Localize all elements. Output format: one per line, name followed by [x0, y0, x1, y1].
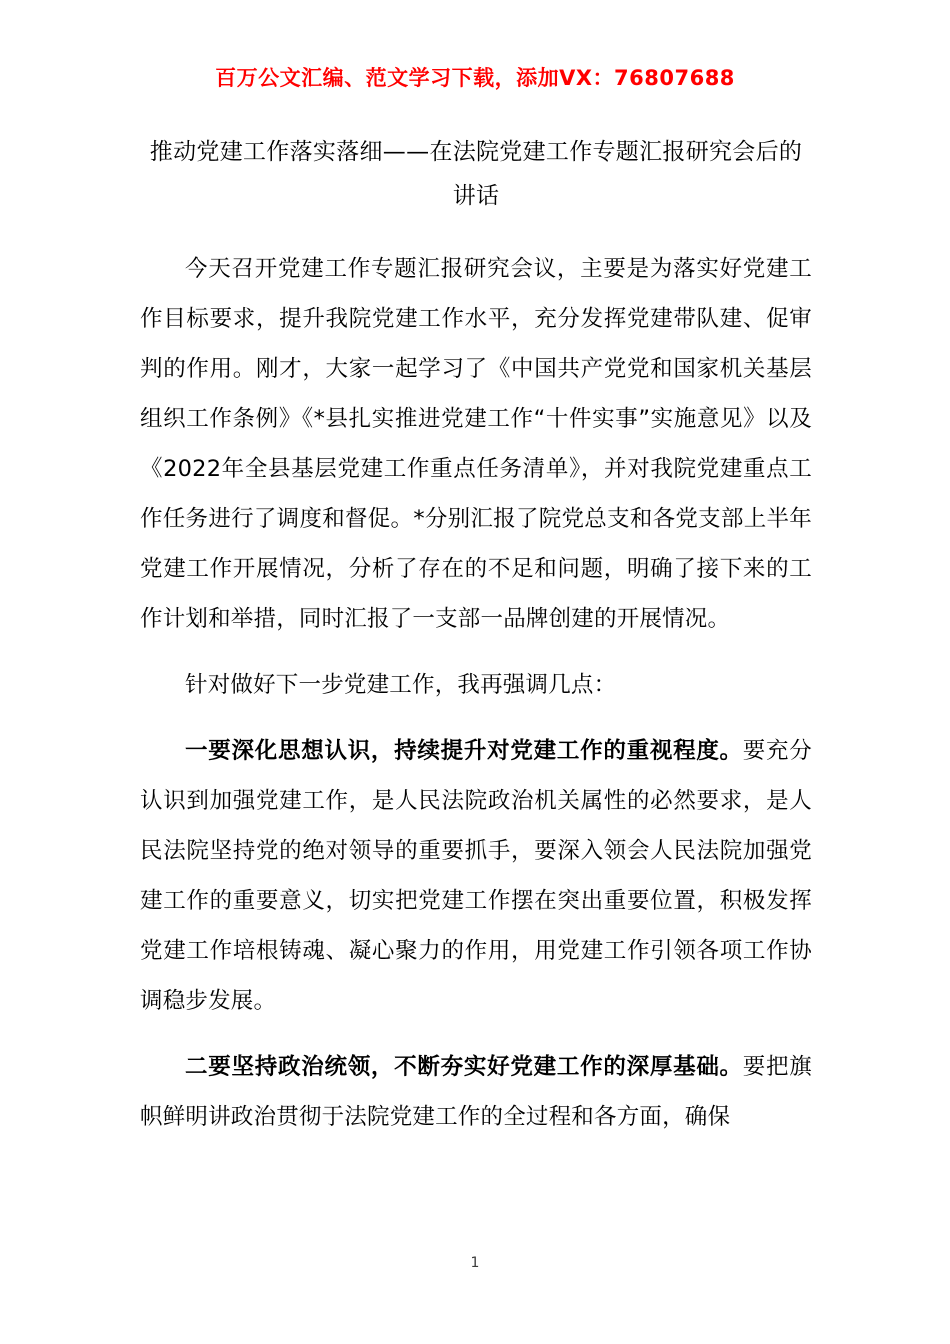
- paragraph-3: [140, 726, 812, 1026]
- paragraph-2: [140, 660, 812, 710]
- paragraph-3-text: 要充分认识到加强党建工作，是人民法院政治机关属性的必然要求，是人民法院坚持党的绝对领导的重要抓手，要深入领会人民法院加强党建工作的重要意义，切实把党建工作摆在突出重要位置，积极发挥党建工作培根铸魂、凝心聚力的作用，用党建工作引领各项工作协调稳步发展。: [140, 738, 812, 1014]
- document-body: [140, 130, 812, 1142]
- paragraph-2-text: 针对做好下一步党建工作，我再强调几点：: [185, 672, 617, 698]
- paragraph-4: [140, 1042, 812, 1142]
- paragraph-3-lead: 一要深化思想认识，持续提升对党建工作的重视程度。: [185, 738, 743, 764]
- page-title: 推动党建工作落实落细——在法院党建工作专题汇报研究会后的讲话: [149, 139, 803, 209]
- paragraph-4-lead: 二要坚持政治统领，不断夯实好党建工作的深厚基础。: [185, 1054, 743, 1080]
- paragraph-4-text: 要把旗帜鲜明讲政治贯彻于法院党建工作的全过程和各方面，确保: [140, 1054, 812, 1130]
- paragraph-1-text: 今天召开党建工作专题汇报研究会议，主要是为落实好党建工作目标要求，提升我院党建工作水平，充分发挥党建带队建、促审判的作用。刚才，大家一起学习了《中国共产党党和国家机关基层组织工作条例》《*县扎实推进党建工作“十件实事”实施意见》以及《2022年全县基层党建工作重点任务清单》，并对我院党建重点工作任务进行了调度和督促。*分别汇报了院党总支和各党支部上半年党建工作开展情况，分析了存在的不足和问题，明确了接下来的工作计划和举措，同时汇报了一支部一品牌创建的开展情况。: [140, 256, 812, 632]
- paragraph-1: [140, 244, 812, 644]
- promo-banner: 百万公文汇编、范文学习下载，添加VX：76807688: [215, 66, 735, 90]
- page-number: 1: [470, 1255, 480, 1271]
